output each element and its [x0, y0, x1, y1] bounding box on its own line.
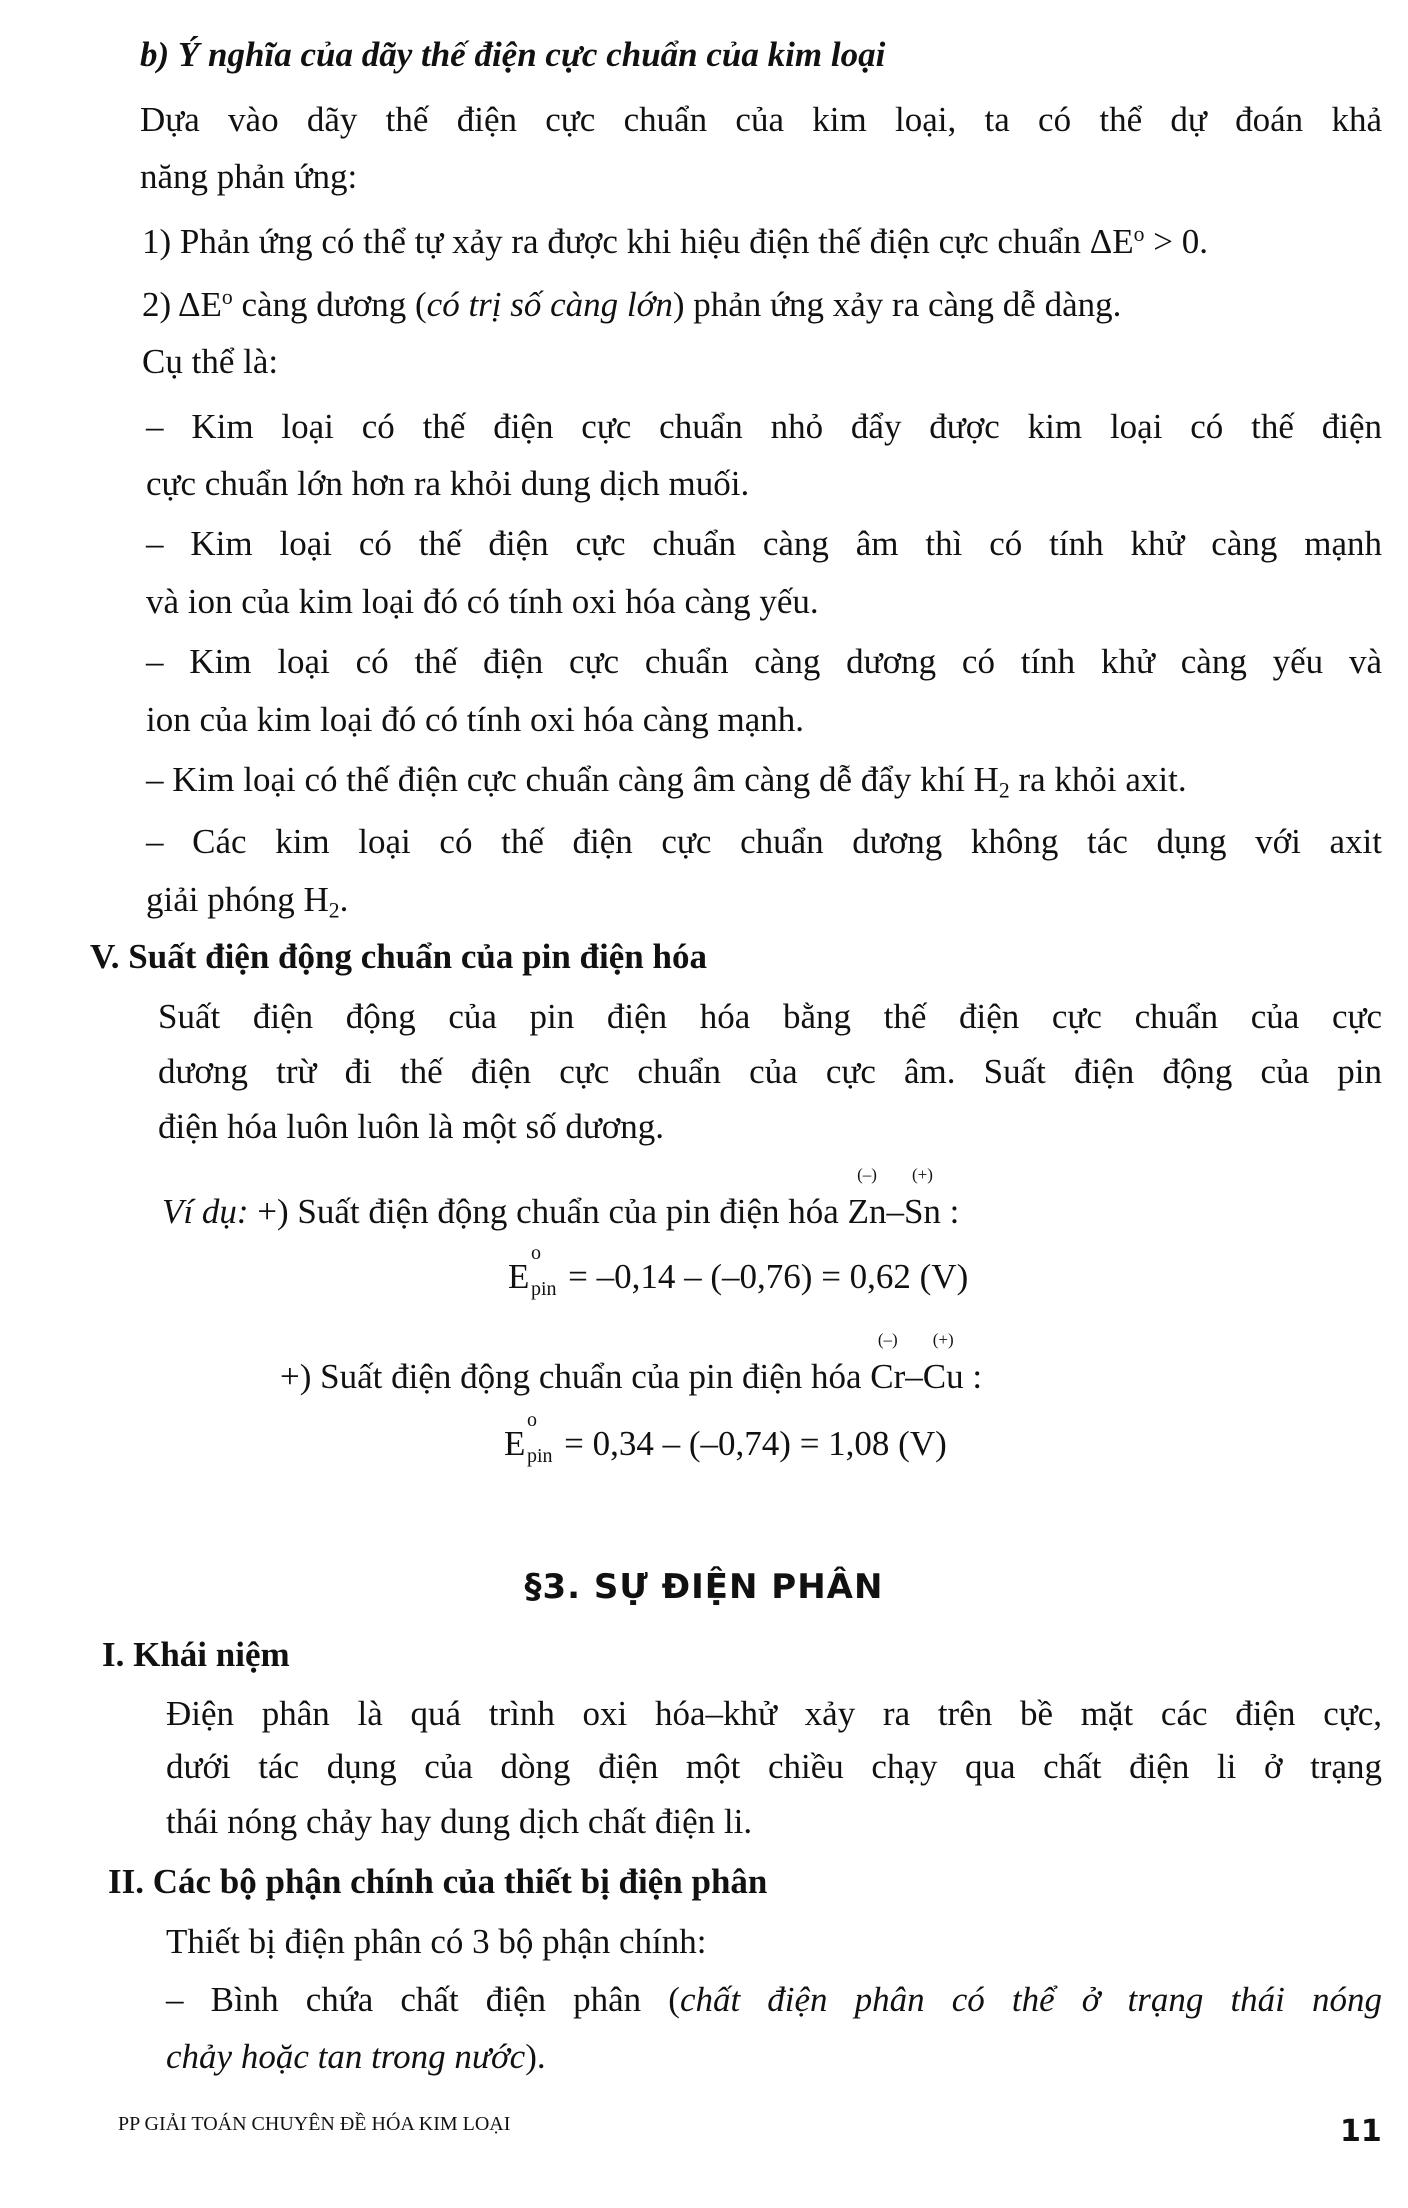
- section-v-heading: V. Suất điện động chuẩn của pin điện hóa: [90, 937, 707, 976]
- bullet-1-line-1: – Kim loại có thế điện cực chuẩn nhỏ đẩy được kim loại có thế điện: [146, 407, 1382, 446]
- intro-line-1: Dựa vào dãy thế điện cực chuẩn của kim loại, ta có thể dự đoán khả: [140, 100, 1382, 139]
- bullet-3-line-2: ion của kim loại đó có tính oxi hóa càng mạnh.: [146, 700, 805, 739]
- bullet-4: – Kim loại có thế điện cực chuẩn càng âm càng dễ đẩy khí $H_2$ ra khỏi axit.: [146, 760, 1187, 803]
- section-v-line-3: điện hóa luôn luôn là một số dương.: [158, 1107, 665, 1146]
- section-3-title: §3. SỰ ĐIỆN PHÂN: [524, 1567, 884, 1607]
- sn-electrode: (+) Sn: [903, 1165, 941, 1231]
- zn-electrode: (–) Zn: [847, 1165, 887, 1231]
- equation-1: E o pin = –0,14 – (–0,76) = 0,62 (V): [508, 1242, 969, 1300]
- rule-1: 1) Phản ứng có thể tự xảy ra được khi hiệu điện thế điện cực chuẩn $\Delta E^o > 0$.: [142, 222, 1208, 261]
- bullet-5-line-2: giải phóng $H_2$.: [146, 880, 349, 923]
- concept-line-2: dưới tác dụng của dòng điện một chiều chạy qua chất điện li ở trạng: [166, 1747, 1382, 1786]
- equipment-intro: Thiết bị điện phân có 3 bộ phận chính:: [166, 1922, 707, 1961]
- concept-heading: I. Khái niệm: [102, 1635, 290, 1674]
- bullet-3-line-1: – Kim loại có thế điện cực chuẩn càng dương có tính khử càng yếu và: [146, 642, 1382, 681]
- example-1: Ví dụ: +) Suất điện động chuẩn của pin điện hóa (–) Zn– (+) Sn :: [162, 1190, 959, 1234]
- cu-electrode: (+) Cu: [922, 1330, 964, 1396]
- equipment-bullet-line-1: – Bình chứa chất điện phân (chất điện phân có thể ở trạng thái nóng: [166, 1980, 1382, 2019]
- intro-line-2: năng phản ứng:: [140, 157, 358, 196]
- example-2: +) Suất điện động chuẩn của pin điện hóa (–) Cr– (+) Cu :: [280, 1355, 982, 1399]
- equipment-heading: II. Các bộ phận chính của thiết bị điện phân: [108, 1862, 768, 1901]
- rule-2: 2) $\Delta E^o$ càng dương (có trị số càng lớn) phản ứng xảy ra càng dễ dàng.: [142, 285, 1122, 324]
- equipment-bullet-line-2: chảy hoặc tan trong nước).: [166, 2037, 546, 2076]
- concept-line-1: Điện phân là quá trình oxi hóa–khử xảy ra trên bề mặt các điện cực,: [166, 1694, 1382, 1733]
- cr-electrode: (–) Cr: [870, 1330, 906, 1396]
- section-v-line-1: Suất điện động của pin điện hóa bằng thế điện cực chuẩn của cực: [158, 997, 1382, 1036]
- section-v-line-2: dương trừ đi thế điện cực chuẩn của cực âm. Suất điện động của pin: [158, 1052, 1382, 1091]
- bullet-2-line-2: và ion của kim loại đó có tính oxi hóa càng yếu.: [146, 582, 819, 621]
- bullet-5-line-1: – Các kim loại có thế điện cực chuẩn dương không tác dụng với axit: [146, 822, 1382, 861]
- bullet-1-line-2: cực chuẩn lớn hơn ra khỏi dung dịch muối.: [146, 464, 750, 503]
- footer-title: PP GIẢI TOÁN CHUYÊN ĐỀ HÓA KIM LOẠI: [118, 2113, 511, 2135]
- page-number: 11: [1340, 2114, 1382, 2149]
- bullet-2-line-1: – Kim loại có thế điện cực chuẩn càng âm thì có tính khử càng mạnh: [146, 524, 1382, 563]
- section-b-heading: b) Ý nghĩa của dãy thế điện cực chuẩn của kim loại: [140, 35, 886, 74]
- concept-line-3: thái nóng chảy hay dung dịch chất điện li.: [166, 1802, 753, 1841]
- equation-2: E o pin = 0,34 – (–0,74) = 1,08 (V): [504, 1409, 947, 1467]
- specific-label: Cụ thể là:: [142, 342, 279, 381]
